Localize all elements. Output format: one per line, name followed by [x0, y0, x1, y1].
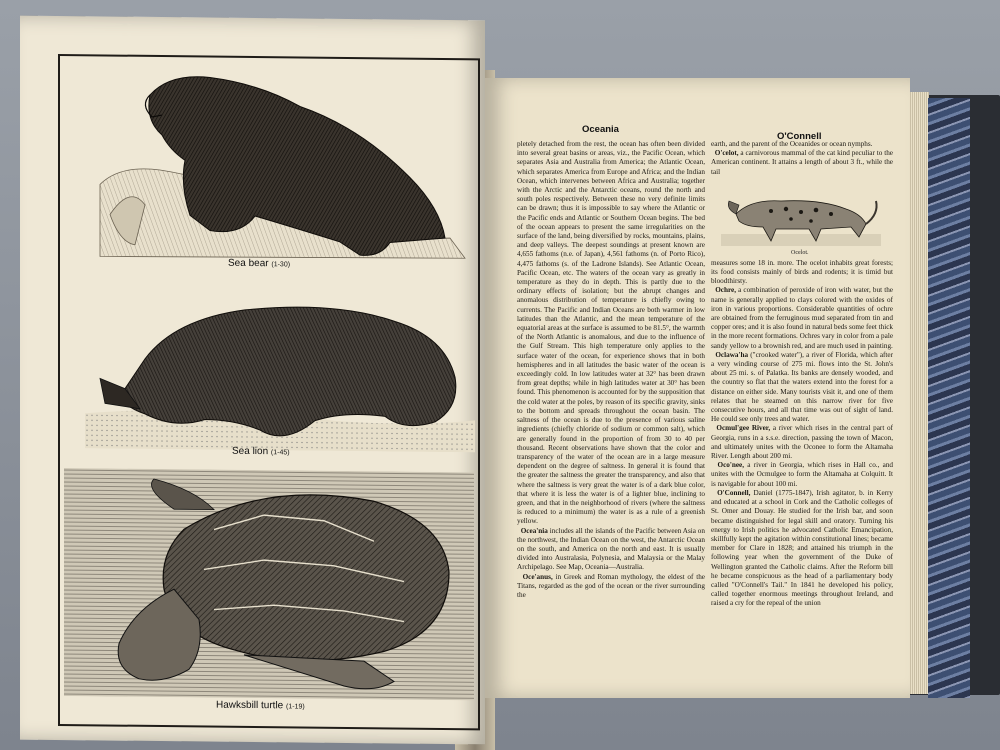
caption-sea-bear: Sea bear (1-30) [228, 257, 291, 270]
marbled-endpaper [928, 98, 970, 698]
sea-bear-engraving [90, 64, 470, 263]
ocelot-caption: Ocelot. [791, 249, 809, 256]
ocelot-engraving [721, 179, 881, 249]
entry-oconee: Oco'nee, a river in Georgia, which rises in Hall co., and unites with the Ocmulgee to form the Altamaha at Colquitt. It is navigable for about 100 mi. [711, 461, 893, 488]
entry-ocelot-continued: measures some 18 in. more. The ocelot inhabits great forests; its food consists mainly of birds and rodents; it is timid but bloodthirsty. [711, 258, 893, 286]
oceanus-continued: earth, and the parent of the Oceanides or ocean nymphs. [711, 140, 873, 148]
hawksbill-turtle-engraving [64, 468, 474, 700]
running-header-right: O'Connell [777, 131, 822, 142]
sea-lion-engraving [85, 278, 475, 452]
text-column-2 [711, 140, 893, 692]
right-page [485, 78, 910, 698]
ocelot-figure [711, 179, 893, 257]
plate-frame [58, 54, 480, 730]
entry-oceania: Ocea'nia includes all the islands of the Pacific between Asia on the northwest, the Indian Ocean on the west, the Antarctic Ocean on the south, and America on the north and east. It is usually divided into Australasia, Polynesia, and Malaysia or the Malay Archipelago. See Map, Oceania—Australia. [517, 526, 705, 572]
entry-oconnell: O'Connell, Daniel (1775-1847), Irish agitator, b. in Kerry and educated at a school in Cork and the Catholic colleges of St. Omer and Douay. He studied for the Irish bar, and soon became distinguished for legal skill and oratory. Turning his energy to Irish politics he advocated Catholic Emancipation, skillfully kept the agitation within constitutional lines; became member for Clare in 1828; and attained his triumph in the following year when the government of the Duke of Wellington granted the Catholic claims. After the Reform bill he became conspicuous as the head of a parliamentary body called "O'Connell's Tail." In 1841 he developed his policy, called together enormous meetings throughout Ireland, and raised a cry for the repeal of the union [711, 488, 893, 608]
entry-oclawaha: Oclawa'ha ("crooked water"), a river of Florida, which after a very winding course of 275 mi. flows into the St. John's about 25 mi. s. of Palatka. Its banks are densely wooded, and the country so flat that the waters extend into the forest for a distance on either side. Many tourists visit it, and one of them relates that he steamed on this narrow river for five consecutive hours, and all that time was out of sight of land. He could see only trees and water. [711, 350, 893, 424]
running-header-left: Oceania [582, 124, 619, 135]
entry-ochre: Ochre, a combination of peroxide of iron with water, but the name is generally applied to clays colored with the oxides of iron in various proportions. Considerable quantities of ochre are obtained from the ferruginous mud separated from tin and copper ores; and it is also found in natural beds some feet thick in the more recent formations. Ochres vary in color from a pale sandy yellow to a brownish red, and are much used in painting. [711, 286, 893, 350]
left-page [20, 16, 485, 745]
entry-oceanus: Oce'anus, in Greek and Roman mythology, the eldest of the Titans, regarded as the god of the ocean or the river surrounding the [517, 572, 705, 599]
entry-ocmulgee: Ocmul'gee River, a river which rises in the central part of Georgia, runs in a s.s.e. direction, passing the town of Macon, and ultimately unites with the Oconee to form the Altamaha River. Length about 200 mi. [711, 424, 893, 461]
ocean-article-text: pletely detached from the rest, the ocean has often been divided into several great basins or areas, viz., the Pacific Ocean, which separates Asia and Australia from America; the Atlantic Ocean, which separates America from Europe and Africa; and the Indian Ocean, which intervenes between Africa and Australia; together with the Arctic and the Antarctic oceans, round the north and south poles respectively. Between these no very definite limits can be drawn; thus it is impossible to say where the Atlantic or the Pacific ends and Atlantic or Southern Ocean begins. The bed of the ocean appears to present the same irregularities on the surface of the land, being diversified by rocks, mountains, plains, and deep valleys. The deepest soundings at present known are 4,655 fathoms (n.e. of Japan), 4,561 fathoms (n. of Porto Rico), 4,475 fathoms (s. of the Ladrone Islands). See Atlantic Ocean, Pacific Ocean, etc. The waters of the ocean vary as greatly in temperature as they do in depth. This is partly due to the ordinary effects of isolation; but the abrupt changes and anomalous distribution of temperature is chiefly owing to currents. The Pacific and Indian Oceans are both warmer in low latitudes than the Atlantic, and the mean temperature of the equatorial areas at the surface is assumed to be 81.5°, the warmth of the North Atlantic is anomalous, and due to the influence of the Gulf Stream. This high temperature only applies to the surface water of the ocean, for experience shows that in both hemispheres and in all latitudes the basic water of the ocean is exceedingly cold. In low latitudes water at 32° has been drawn from great depths; while in high latitudes water at 30° has been found. This phenomenon is accounted for by the supposition that the cold water at the poles, by reason of its specific gravity, sinks to the bottom and spreads throughout the ocean basin. The saltness of the ocean is due to the presence of various saline ingredients (chiefly chloride of sodium or common salt), which are generally found in the proportion of from 30 to 40 per thousand. Recent observations have shown that the color and transparency of the water of the ocean are in a large measure dependent on the degree of saltness. In general it is found that the greater the saltness the greater the transparency, and also that where the saltness is very great the water is of a dark blue color, that where it is less the water is of a lighter blue, inclining to green, and that in the neighborhood of rivers (where the saltness is reduced to a minimum) the water is as a rule of a greenish yellow. [517, 140, 705, 526]
entry-ocelot: O'celot, a carnivorous mammal of the cat kind peculiar to the American continent. It attains a length of about 3 ft., while the tail [711, 149, 893, 176]
text-column-1 [517, 140, 705, 692]
caption-hawksbill-turtle: Hawksbill turtle (1-19) [216, 699, 305, 712]
caption-sea-lion: Sea lion (1-45) [232, 445, 290, 458]
